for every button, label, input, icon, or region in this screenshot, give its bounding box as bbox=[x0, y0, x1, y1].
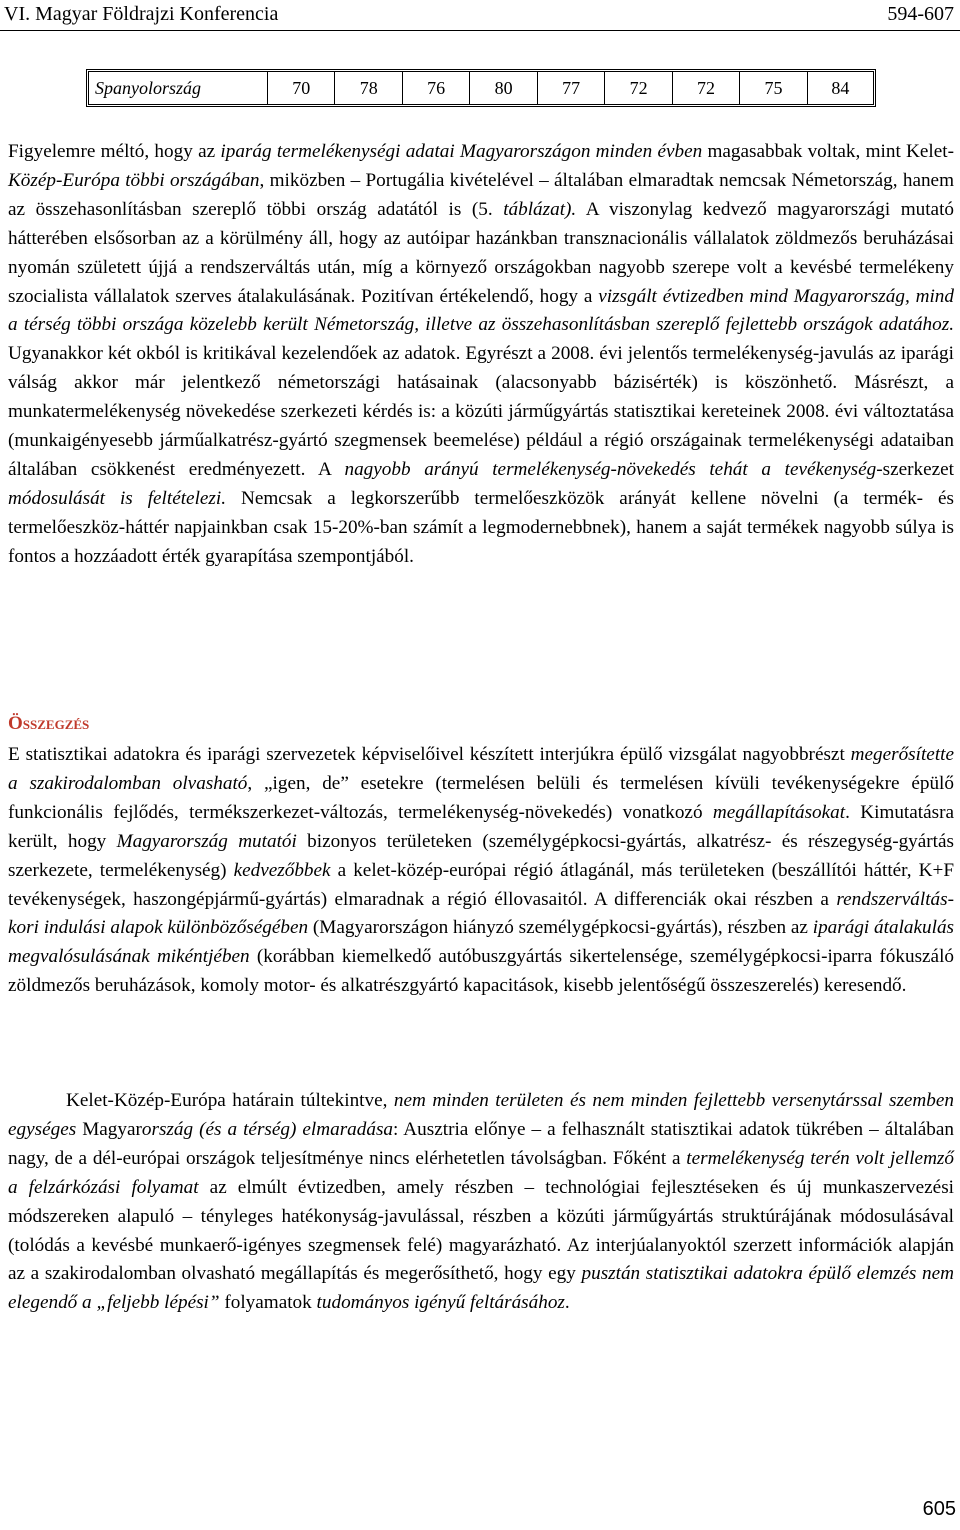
text-run-italic: vizsgált évtizedben mind Magyarország, mind a térség többi országa közelebb került Németország, illetve az összehasonlításban szereplő fejlettebb országok adatához. bbox=[8, 285, 954, 336]
text-run-italic: rendszerváltás-kori indulási alapok különbözőségében bbox=[8, 888, 954, 939]
table-cell: 77 bbox=[537, 72, 604, 104]
section-heading: Összegzés bbox=[8, 713, 90, 734]
text-run-italic: megállapításokat bbox=[712, 801, 846, 823]
text-run: E statisztikai adatokra és iparági szervezetek képviselőivel készített interjúkra épülő vizsgálat nagyobbrészt bbox=[8, 744, 851, 765]
text-run: Ugyanakkor két okból is kritikával kezelendőek az adatok. Egyrészt a 2008. évi jelentős termelékenység-javulás az iparági válság akkor már jelentkező németországi hatásainak (alacsonyabb bázisérték) is köszönhető. Másrészt, a munkatermelékenység növekedése szerkezeti kérdés is: a közúti járműgyártás statisztikai kereteinek 2008. évi változtatása (munkaigényesebb járműalkatrész-gyártó szegmensek beemelése) például a régió országainak termelékenységi adataiban általában csökkenést eredményezett. A bbox=[8, 343, 954, 480]
text-run: magasabbak voltak, mint Kelet- bbox=[702, 141, 954, 162]
text-run: Magyar bbox=[76, 1118, 142, 1140]
body-paragraph-3 bbox=[8, 1087, 954, 1318]
text-run: a kelet-közép-európai régió átlagánál, más területeken (beszállítói háttér, K+F tevékenységek, haszongépjármű-gyártás) elmaradnak a régió éllovasaitól. A differenciák okai részben a bbox=[8, 859, 955, 910]
text-run: az elmúlt évtizedben, amely részben – technológiai fejlesztéseken és új munkaszervezési módszereken alapuló – tényleges hatékonyság-javulással, részben a közúti járműgyártás struktúrájának módosulásával (tolódás a kevésbé munkaerő-igényes szegmensek felé) magyarázható. Az interjúalanyoktól szerzett információk alapján az a szakirodalomban olvasható megállapítás és megerősíthető, hogy egy bbox=[8, 1176, 954, 1285]
text-run: , miközben – Portugália kivételével – általában elmaradtak nemcsak Németország, hanem az összehasonlításban szereplő többi ország adatától is (5. bbox=[8, 169, 955, 220]
text-run-italic: kedvezőbbek bbox=[233, 859, 331, 881]
conference-title: VI. Magyar Földrajzi Konferencia bbox=[4, 3, 279, 25]
text-run-italic: iparági átalakulás megvalósulásának mikéntjében bbox=[8, 917, 954, 968]
running-header bbox=[0, 0, 960, 31]
table-cell: 72 bbox=[605, 72, 672, 104]
body-paragraph-1 bbox=[8, 138, 954, 572]
text-run-italic: pusztán statisztikai adatokra épülő elemzés nem elegendő a „feljebb lépési” bbox=[8, 1263, 955, 1314]
text-run: , „igen, de” esetekre (termelésen belüli és termelésen kívüli tevékenységekre épülő funkcionális fejlődés, termékszerkezet-változás, termelékenység-növekedés) vonatkozó bbox=[8, 772, 954, 823]
table-cell: 84 bbox=[807, 72, 873, 104]
text-run: Kelet-Közép-Európa határain túltekintve, bbox=[66, 1090, 394, 1111]
body-paragraph-2 bbox=[8, 741, 954, 1001]
text-run-italic: nem minden területen és nem minden fejlettebb versenytárssal szemben egységes bbox=[8, 1090, 954, 1140]
page-range: 594-607 bbox=[887, 3, 954, 25]
text-run: folyamatok bbox=[219, 1292, 317, 1314]
text-run: (Magyarországon hiányzó személygépkocsi-gyártás), részben az bbox=[308, 917, 813, 939]
text-run-italic: módosulását is feltételezi. bbox=[8, 487, 227, 509]
text-run: Nemcsak a legkorszerűbb termelőeszközök arányát kellene növelni (a termék- és termelőeszköz-háttér napjainkban csak 15-20%-ban számít a legmodernebbnek), hanem a saját termékek nagyobb súlya is fontos a hozzáadott érték gyarapítása szempontjából. bbox=[8, 487, 954, 567]
text-run: (korábban kiemelkedő autóbuszgyártás sikertelensége, személygépkocsi-iparra fókuszáló zöldmezős beruházások, komoly motor- és alkatrészgyártó kapacitások, kisebb jelentőségű összeszerelés) keresendő. bbox=[8, 946, 954, 997]
page-number: 605 bbox=[922, 1498, 956, 1520]
text-run: Figyelemre méltó, hogy az bbox=[8, 141, 221, 162]
text-run-italic: tudományos igényű feltárásához bbox=[316, 1292, 565, 1314]
text-run: bizonyos területeken (személygépkocsi-gyártás, alkatrész- és részegység-gyártás szerkezete, termelékenység) bbox=[8, 830, 954, 881]
text-run-italic: ország (és a térség) elmaradása bbox=[141, 1118, 394, 1140]
text-run-italic: nagyobb arányú termelékenység-növekedés tehát a tevékenység- bbox=[344, 458, 883, 480]
table-cell: 75 bbox=[740, 72, 807, 104]
table-cell-country: Spanyolország bbox=[95, 77, 202, 98]
text-run: : Ausztria előnye – a felhasznált statisztikai adatok tükrében – általában nagy, de a dél-európai országok teljesítménye nincs elérhetetlen távolságban. Főként a bbox=[8, 1118, 955, 1169]
table-cell: 72 bbox=[672, 72, 739, 104]
text-run: szerkezet bbox=[882, 458, 954, 480]
table-row bbox=[89, 72, 873, 104]
text-run: . bbox=[564, 1292, 570, 1314]
text-run-italic: iparág termelékenységi adatai Magyarországon minden évben bbox=[220, 141, 703, 162]
table-cell: 80 bbox=[470, 72, 537, 104]
text-run-italic: megerősítette a szakirodalomban olvasható bbox=[8, 744, 954, 794]
table-cell: 76 bbox=[402, 72, 469, 104]
table-cell: 78 bbox=[335, 72, 402, 104]
data-table bbox=[86, 69, 876, 107]
text-run: . Kimutatásra került, hogy bbox=[8, 801, 954, 852]
text-run-italic: termelékenység terén volt jellemző a felzárkózási folyamat bbox=[8, 1147, 954, 1198]
text-run-italic: Magyarország mutatói bbox=[116, 830, 297, 852]
table-cell: 70 bbox=[268, 72, 335, 104]
text-run: A viszonylag kedvező magyarországi mutató hátterében elsősorban az a körülmény áll, hogy az autóipar hazánkban transznacionális vállalatok zöldmezős beruházásai nyomán született újjá a rendszerváltás után, míg a környező országokban nagyobb szerepe volt a kevésbé termelékeny szocialista vállalatok szerves átalakulásának. Pozitívan értékelendő, hogy a bbox=[8, 198, 954, 307]
text-run-italic: Közép-Európa többi országában bbox=[8, 169, 260, 191]
text-run-italic: táblázat). bbox=[503, 198, 577, 220]
